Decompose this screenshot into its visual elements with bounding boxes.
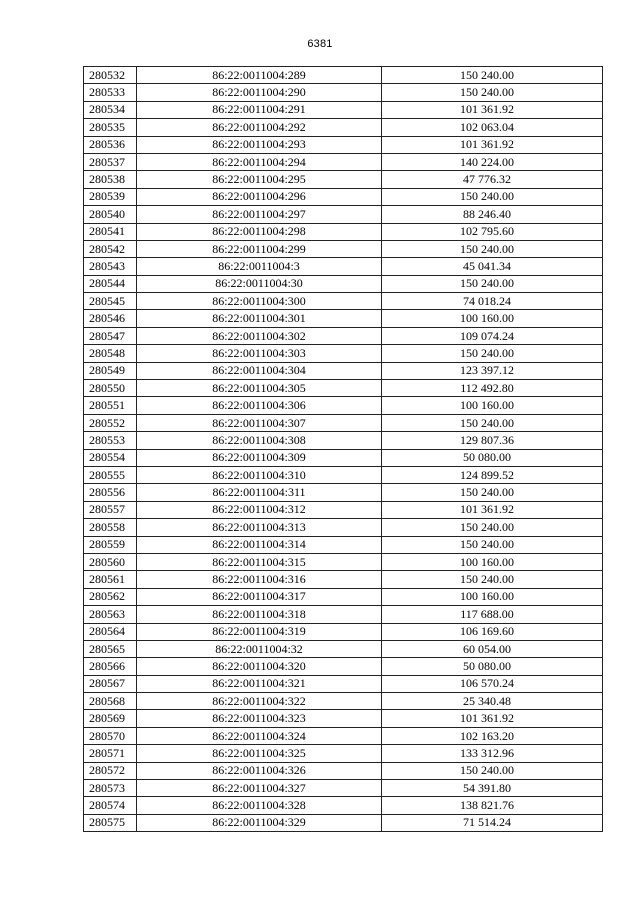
table-row bbox=[84, 310, 603, 327]
value-cell: 100 160.00 bbox=[382, 588, 603, 605]
table-row bbox=[84, 693, 603, 710]
value-cell: 129 807.36 bbox=[382, 432, 603, 449]
table-row bbox=[84, 797, 603, 814]
cadastral-number-cell: 86:22:0011004:320 bbox=[137, 658, 382, 675]
cadastral-number-cell: 86:22:0011004:325 bbox=[137, 745, 382, 762]
table-row bbox=[84, 640, 603, 657]
cadastral-number-cell: 86:22:0011004:309 bbox=[137, 449, 382, 466]
cadastral-number-cell: 86:22:0011004:314 bbox=[137, 536, 382, 553]
cadastral-number-cell: 86:22:0011004:304 bbox=[137, 362, 382, 379]
table-row bbox=[84, 206, 603, 223]
cadastral-number-cell: 86:22:0011004:329 bbox=[137, 814, 382, 831]
record-number-cell: 280544 bbox=[84, 275, 137, 292]
table-row bbox=[84, 240, 603, 257]
cadastral-number-cell: 86:22:0011004:289 bbox=[137, 67, 382, 84]
cadastral-number-cell: 86:22:0011004:306 bbox=[137, 397, 382, 414]
cadastral-number-cell: 86:22:0011004:324 bbox=[137, 727, 382, 744]
table-row bbox=[84, 519, 603, 536]
table-row bbox=[84, 397, 603, 414]
table-row bbox=[84, 536, 603, 553]
table-row bbox=[84, 658, 603, 675]
value-cell: 100 160.00 bbox=[382, 310, 603, 327]
value-cell: 106 169.60 bbox=[382, 623, 603, 640]
table-row bbox=[84, 136, 603, 153]
value-cell: 100 160.00 bbox=[382, 397, 603, 414]
cadastral-number-cell: 86:22:0011004:313 bbox=[137, 519, 382, 536]
record-number-cell: 280555 bbox=[84, 466, 137, 483]
table-row bbox=[84, 449, 603, 466]
value-cell: 133 312.96 bbox=[382, 745, 603, 762]
record-number-cell: 280552 bbox=[84, 414, 137, 431]
table-row bbox=[84, 414, 603, 431]
page-number: 6381 bbox=[307, 38, 333, 50]
value-cell: 60 054.00 bbox=[382, 640, 603, 657]
record-number-cell: 280551 bbox=[84, 397, 137, 414]
record-number-cell: 280574 bbox=[84, 797, 137, 814]
cadastral-number-cell: 86:22:0011004:321 bbox=[137, 675, 382, 692]
table-row bbox=[84, 675, 603, 692]
record-number-cell: 280533 bbox=[84, 84, 137, 101]
value-cell: 50 080.00 bbox=[382, 658, 603, 675]
value-cell: 112 492.80 bbox=[382, 380, 603, 397]
value-cell: 123 397.12 bbox=[382, 362, 603, 379]
record-number-cell: 280564 bbox=[84, 623, 137, 640]
cadastral-number-cell: 86:22:0011004:290 bbox=[137, 84, 382, 101]
value-cell: 150 240.00 bbox=[382, 188, 603, 205]
record-number-cell: 280556 bbox=[84, 484, 137, 501]
value-cell: 150 240.00 bbox=[382, 519, 603, 536]
record-number-cell: 280562 bbox=[84, 588, 137, 605]
cadastral-number-cell: 86:22:0011004:30 bbox=[137, 275, 382, 292]
record-number-cell: 280572 bbox=[84, 762, 137, 779]
value-cell: 101 361.92 bbox=[382, 710, 603, 727]
value-cell: 54 391.80 bbox=[382, 780, 603, 797]
record-number-cell: 280567 bbox=[84, 675, 137, 692]
value-cell: 150 240.00 bbox=[382, 571, 603, 588]
record-number-cell: 280565 bbox=[84, 640, 137, 657]
value-cell: 150 240.00 bbox=[382, 762, 603, 779]
value-cell: 100 160.00 bbox=[382, 553, 603, 570]
value-cell: 150 240.00 bbox=[382, 67, 603, 84]
table-row bbox=[84, 188, 603, 205]
record-number-cell: 280561 bbox=[84, 571, 137, 588]
record-number-cell: 280540 bbox=[84, 206, 137, 223]
cadastral-number-cell: 86:22:0011004:300 bbox=[137, 293, 382, 310]
table-row bbox=[84, 814, 603, 831]
cadastral-number-cell: 86:22:0011004:305 bbox=[137, 380, 382, 397]
record-number-cell: 280560 bbox=[84, 553, 137, 570]
record-number-cell: 280543 bbox=[84, 258, 137, 275]
value-cell: 101 361.92 bbox=[382, 501, 603, 518]
value-cell: 45 041.34 bbox=[382, 258, 603, 275]
table-row bbox=[84, 223, 603, 240]
record-number-cell: 280568 bbox=[84, 693, 137, 710]
table-row bbox=[84, 345, 603, 362]
cadastral-number-cell: 86:22:0011004:291 bbox=[137, 101, 382, 118]
table-row bbox=[84, 293, 603, 310]
record-number-cell: 280563 bbox=[84, 606, 137, 623]
cadastral-number-cell: 86:22:0011004:307 bbox=[137, 414, 382, 431]
record-number-cell: 280532 bbox=[84, 67, 137, 84]
cadastral-number-cell: 86:22:0011004:316 bbox=[137, 571, 382, 588]
table-row bbox=[84, 588, 603, 605]
cadastral-number-cell: 86:22:0011004:323 bbox=[137, 710, 382, 727]
cadastral-number-cell: 86:22:0011004:297 bbox=[137, 206, 382, 223]
cadastral-number-cell: 86:22:0011004:328 bbox=[137, 797, 382, 814]
table-row bbox=[84, 84, 603, 101]
record-number-cell: 280539 bbox=[84, 188, 137, 205]
table-row bbox=[84, 745, 603, 762]
record-number-cell: 280537 bbox=[84, 153, 137, 170]
record-number-cell: 280566 bbox=[84, 658, 137, 675]
record-number-cell: 280575 bbox=[84, 814, 137, 831]
value-cell: 102 063.04 bbox=[382, 119, 603, 136]
record-number-cell: 280558 bbox=[84, 519, 137, 536]
cadastral-number-cell: 86:22:0011004:293 bbox=[137, 136, 382, 153]
record-number-cell: 280534 bbox=[84, 101, 137, 118]
table-row bbox=[84, 380, 603, 397]
cadastral-number-cell: 86:22:0011004:315 bbox=[137, 553, 382, 570]
table-row bbox=[84, 466, 603, 483]
record-number-cell: 280549 bbox=[84, 362, 137, 379]
table-row bbox=[84, 258, 603, 275]
table-row bbox=[84, 727, 603, 744]
record-number-cell: 280547 bbox=[84, 327, 137, 344]
value-cell: 150 240.00 bbox=[382, 345, 603, 362]
record-number-cell: 280536 bbox=[84, 136, 137, 153]
table-body bbox=[84, 67, 603, 832]
table-row bbox=[84, 623, 603, 640]
cadastral-number-cell: 86:22:0011004:311 bbox=[137, 484, 382, 501]
cadastral-number-cell: 86:22:0011004:317 bbox=[137, 588, 382, 605]
table-row bbox=[84, 119, 603, 136]
cadastral-number-cell: 86:22:0011004:303 bbox=[137, 345, 382, 362]
record-number-cell: 280546 bbox=[84, 310, 137, 327]
record-number-cell: 280548 bbox=[84, 345, 137, 362]
record-number-cell: 280541 bbox=[84, 223, 137, 240]
table-row bbox=[84, 171, 603, 188]
record-number-cell: 280550 bbox=[84, 380, 137, 397]
value-cell: 102 163.20 bbox=[382, 727, 603, 744]
cadastral-number-cell: 86:22:0011004:294 bbox=[137, 153, 382, 170]
cadastral-number-cell: 86:22:0011004:326 bbox=[137, 762, 382, 779]
value-cell: 106 570.24 bbox=[382, 675, 603, 692]
value-cell: 150 240.00 bbox=[382, 240, 603, 257]
cadastral-number-cell: 86:22:0011004:292 bbox=[137, 119, 382, 136]
table-row bbox=[84, 780, 603, 797]
value-cell: 150 240.00 bbox=[382, 275, 603, 292]
cadastral-number-cell: 86:22:0011004:310 bbox=[137, 466, 382, 483]
value-cell: 150 240.00 bbox=[382, 84, 603, 101]
value-cell: 25 340.48 bbox=[382, 693, 603, 710]
cadastral-number-cell: 86:22:0011004:322 bbox=[137, 693, 382, 710]
table-row bbox=[84, 571, 603, 588]
record-number-cell: 280535 bbox=[84, 119, 137, 136]
record-number-cell: 280542 bbox=[84, 240, 137, 257]
cadastral-number-cell: 86:22:0011004:312 bbox=[137, 501, 382, 518]
value-cell: 88 246.40 bbox=[382, 206, 603, 223]
table-row bbox=[84, 553, 603, 570]
record-number-cell: 280557 bbox=[84, 501, 137, 518]
record-number-cell: 280571 bbox=[84, 745, 137, 762]
record-number-cell: 280538 bbox=[84, 171, 137, 188]
value-cell: 101 361.92 bbox=[382, 101, 603, 118]
value-cell: 47 776.32 bbox=[382, 171, 603, 188]
cadastral-number-cell: 86:22:0011004:302 bbox=[137, 327, 382, 344]
cadastral-number-cell: 86:22:0011004:295 bbox=[137, 171, 382, 188]
value-cell: 71 514.24 bbox=[382, 814, 603, 831]
table-row bbox=[84, 275, 603, 292]
data-table bbox=[83, 66, 603, 832]
table-row bbox=[84, 606, 603, 623]
value-cell: 150 240.00 bbox=[382, 484, 603, 501]
value-cell: 109 074.24 bbox=[382, 327, 603, 344]
table-row bbox=[84, 762, 603, 779]
table-row bbox=[84, 362, 603, 379]
cadastral-number-cell: 86:22:0011004:298 bbox=[137, 223, 382, 240]
value-cell: 150 240.00 bbox=[382, 414, 603, 431]
record-number-cell: 280569 bbox=[84, 710, 137, 727]
record-number-cell: 280559 bbox=[84, 536, 137, 553]
value-cell: 101 361.92 bbox=[382, 136, 603, 153]
value-cell: 117 688.00 bbox=[382, 606, 603, 623]
record-number-cell: 280553 bbox=[84, 432, 137, 449]
table-row bbox=[84, 710, 603, 727]
cadastral-number-cell: 86:22:0011004:308 bbox=[137, 432, 382, 449]
value-cell: 74 018.24 bbox=[382, 293, 603, 310]
cadastral-number-cell: 86:22:0011004:318 bbox=[137, 606, 382, 623]
cadastral-number-cell: 86:22:0011004:327 bbox=[137, 780, 382, 797]
table-row bbox=[84, 432, 603, 449]
table-row bbox=[84, 501, 603, 518]
value-cell: 150 240.00 bbox=[382, 536, 603, 553]
cadastral-number-cell: 86:22:0011004:296 bbox=[137, 188, 382, 205]
cadastral-number-cell: 86:22:0011004:32 bbox=[137, 640, 382, 657]
table-row bbox=[84, 484, 603, 501]
table-row bbox=[84, 153, 603, 170]
value-cell: 124 899.52 bbox=[382, 466, 603, 483]
cadastral-number-cell: 86:22:0011004:301 bbox=[137, 310, 382, 327]
cadastral-number-cell: 86:22:0011004:299 bbox=[137, 240, 382, 257]
cadastral-number-cell: 86:22:0011004:3 bbox=[137, 258, 382, 275]
cadastral-number-cell: 86:22:0011004:319 bbox=[137, 623, 382, 640]
value-cell: 140 224.00 bbox=[382, 153, 603, 170]
value-cell: 102 795.60 bbox=[382, 223, 603, 240]
table-row bbox=[84, 67, 603, 84]
value-cell: 50 080.00 bbox=[382, 449, 603, 466]
record-number-cell: 280554 bbox=[84, 449, 137, 466]
record-number-cell: 280573 bbox=[84, 780, 137, 797]
table-row bbox=[84, 101, 603, 118]
table-row bbox=[84, 327, 603, 344]
record-number-cell: 280545 bbox=[84, 293, 137, 310]
record-number-cell: 280570 bbox=[84, 727, 137, 744]
value-cell: 138 821.76 bbox=[382, 797, 603, 814]
